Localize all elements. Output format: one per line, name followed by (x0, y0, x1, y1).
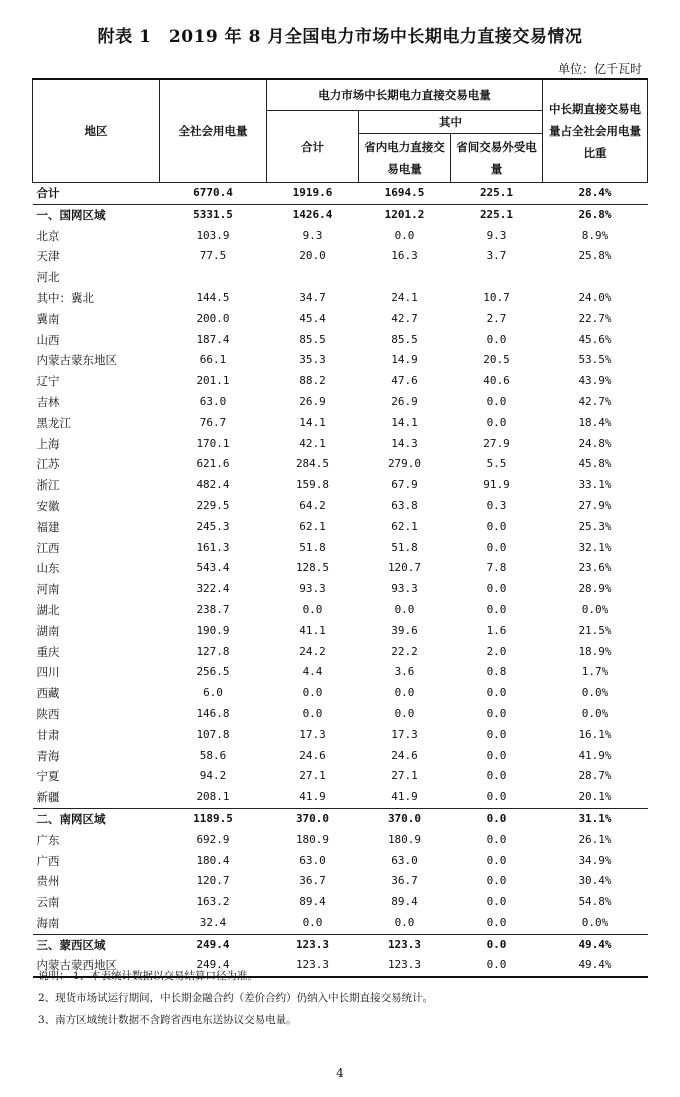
cell-value: 0.3 (486, 498, 507, 512)
cell-value: 22.2 (391, 644, 418, 658)
cell-value: 0.0% (581, 706, 609, 720)
table-row (33, 538, 648, 559)
cell-value: 27.1 (391, 769, 418, 783)
table-row (33, 309, 648, 330)
table-row (33, 746, 648, 767)
cell-value: 9.3 (302, 228, 323, 242)
cell-value: 85.5 (391, 332, 418, 346)
table-row (33, 683, 648, 704)
cell-value: 0.0 (486, 769, 507, 783)
cell-value: 120.7 (387, 561, 422, 575)
cell-value: 54.8% (578, 895, 612, 909)
cell-value: 36.7 (391, 874, 418, 888)
cell-value: 42.7% (578, 394, 612, 408)
table-body (33, 183, 648, 978)
cell-value: 10.7 (483, 290, 510, 304)
cell-value: 63.0 (199, 394, 227, 408)
table-row (33, 579, 648, 600)
cell-value: 0.0 (486, 832, 507, 846)
cell-value: 0.0% (581, 686, 609, 700)
cell-value: 0.8 (486, 665, 507, 679)
cell-value: 4.4 (302, 665, 323, 679)
cell-value: 256.5 (196, 665, 230, 679)
cell-value: 21.5% (578, 623, 612, 637)
region-name: 陕西 (36, 706, 60, 721)
cell-value: 1694.5 (359, 183, 451, 205)
cell-value: 229.5 (196, 498, 230, 512)
region-name: 河北 (36, 270, 60, 285)
cell-value: 180.9 (387, 832, 422, 846)
cell-value: 42.7 (391, 311, 418, 325)
cell-value: 63.0 (391, 853, 418, 867)
cell-value: 14.1 (299, 415, 326, 429)
cell-value: 26.9 (391, 394, 418, 408)
cell-value: 24.1 (391, 290, 418, 304)
cell-value: 482.4 (196, 478, 230, 492)
cell-value: 33.1% (578, 478, 612, 492)
note-line: 2、现货市场试运行期间，中长期金融合约（差价合约）仍纳入中长期直接交易统计。 (38, 992, 434, 1004)
table-row (33, 725, 648, 746)
cell-value: 0.0 (486, 874, 507, 888)
cell-value: 27.9% (578, 498, 612, 512)
table-row (33, 704, 648, 725)
region-name: 福建 (36, 519, 60, 534)
cell-value: 692.9 (196, 832, 230, 846)
cell-value: 45.6% (578, 332, 612, 346)
electricity-trading-table (32, 78, 648, 978)
cell-value: 128.5 (295, 561, 330, 575)
cell-value: 0.0% (581, 915, 609, 929)
cell-value: 0.0 (302, 686, 323, 700)
cell-value: 27.9 (483, 436, 510, 450)
cell-value: 249.4 (160, 934, 267, 955)
cell-value: 0.0 (486, 706, 507, 720)
cell-value: 0.0 (486, 540, 507, 554)
region-name: 吉林 (36, 394, 60, 409)
cell-value: 93.3 (299, 582, 326, 596)
cell-value: 14.1 (391, 415, 418, 429)
header-region: 地区 (33, 79, 160, 183)
cell-value: 6770.4 (160, 183, 267, 205)
cell-value: 0.0 (486, 332, 507, 346)
cell-value: 0.0 (451, 934, 543, 955)
cell-value: 18.4% (578, 415, 612, 429)
cell-value: 41.9 (299, 790, 326, 804)
region-name: 重庆 (36, 644, 60, 659)
cell-value: 107.8 (196, 727, 230, 741)
table-row (33, 642, 648, 663)
cell-value: 543.4 (196, 561, 230, 575)
region-name: 河南 (36, 582, 60, 597)
cell-value: 26.8% (543, 204, 648, 225)
cell-value: 370.0 (359, 808, 451, 829)
cell-value: 76.7 (199, 415, 227, 429)
cell-value: 5331.5 (160, 204, 267, 225)
cell-value: 16.1% (578, 727, 612, 741)
cell-value: 249.4 (160, 955, 267, 977)
cell-value: 0.0 (486, 895, 507, 909)
cell-value: 24.6 (299, 748, 326, 762)
cell-value: 26.9 (299, 394, 326, 408)
cell-value (160, 267, 267, 288)
cell-value: 0.0 (451, 808, 543, 829)
table-row (33, 600, 648, 621)
unit-label: 单位：亿千瓦时 (557, 62, 642, 76)
table-row (33, 204, 648, 225)
cell-value: 322.4 (196, 582, 230, 596)
cell-value: 0.0 (302, 602, 323, 616)
cell-value: 284.5 (295, 457, 330, 471)
cell-value: 20.1% (578, 790, 612, 804)
cell-value: 18.9% (578, 644, 612, 658)
cell-value: 201.1 (196, 374, 230, 388)
cell-value: 1.6 (486, 623, 507, 637)
cell-value (267, 267, 359, 288)
cell-value: 0.0 (486, 602, 507, 616)
cell-value: 0.0 (486, 582, 507, 596)
cell-value: 0.0 (394, 228, 415, 242)
cell-value: 62.1 (299, 519, 326, 533)
region-name: 冀南 (36, 311, 60, 326)
cell-value: 123.3 (267, 955, 359, 977)
cell-value: 51.8 (299, 540, 326, 554)
table-row (33, 475, 648, 496)
cell-value: 24.6 (391, 748, 418, 762)
cell-value: 24.0% (578, 290, 612, 304)
table-row (33, 330, 648, 351)
cell-value: 0.0 (486, 853, 507, 867)
region-name: 四川 (36, 665, 60, 680)
cell-value: 127.8 (196, 644, 230, 658)
cell-value: 187.4 (196, 332, 230, 346)
cell-value: 146.8 (196, 706, 230, 720)
header-intra: 省内电力直接交易电量 (359, 134, 451, 183)
cell-value: 16.3 (391, 249, 418, 263)
cell-value: 17.3 (391, 727, 418, 741)
cell-value: 85.5 (299, 332, 326, 346)
table-row (33, 434, 648, 455)
cell-value: 67.9 (391, 478, 418, 492)
region-name: 安徽 (36, 498, 60, 513)
table-row (33, 371, 648, 392)
cell-value: 28.4% (543, 183, 648, 205)
region-name: 山西 (36, 332, 60, 347)
cell-value: 66.1 (199, 353, 227, 367)
cell-value: 1201.2 (359, 204, 451, 225)
region-name: 上海 (36, 436, 60, 451)
cell-value: 0.0 (486, 394, 507, 408)
cell-value: 2.0 (486, 644, 507, 658)
cell-value: 58.6 (199, 748, 227, 762)
cell-value: 225.1 (451, 204, 543, 225)
header-group: 电力市场中长期电力直接交易电量 (267, 79, 543, 111)
cell-value: 1189.5 (160, 808, 267, 829)
cell-value: 88.2 (299, 374, 326, 388)
region-name: 海南 (36, 915, 60, 930)
header-total-use: 全社会用电量 (160, 79, 267, 183)
region-name: 江西 (36, 540, 60, 555)
cell-value: 0.0 (486, 727, 507, 741)
cell-value: 53.5% (578, 353, 612, 367)
cell-value: 123.3 (267, 934, 359, 955)
cell-value: 47.6 (391, 374, 418, 388)
table-title: 附表 1 2019 年 8 月全国电力市场中长期电力直接交易情况 (97, 27, 583, 47)
cell-value: 1919.6 (267, 183, 359, 205)
cell-value: 49.4% (543, 955, 648, 977)
cell-value: 63.0 (299, 853, 326, 867)
cell-value: 24.8% (578, 436, 612, 450)
cell-value: 14.9 (391, 353, 418, 367)
table-row (33, 892, 648, 913)
cell-value: 0.0 (486, 915, 507, 929)
cell-value: 180.9 (295, 832, 330, 846)
cell-value (359, 267, 451, 288)
cell-value: 43.9% (578, 374, 612, 388)
region-name: 西藏 (36, 686, 60, 701)
cell-value: 32.1% (578, 540, 612, 554)
region-name: 新疆 (36, 790, 60, 805)
cell-value: 170.1 (196, 436, 230, 450)
cell-value: 0.0% (581, 602, 609, 616)
cell-value: 41.9 (391, 790, 418, 804)
cell-value: 63.8 (391, 498, 418, 512)
cell-value: 94.2 (199, 769, 227, 783)
cell-value: 28.7% (578, 769, 612, 783)
region-name: 广西 (36, 853, 60, 868)
cell-value: 103.9 (196, 228, 230, 242)
table-row (33, 766, 648, 787)
region-name: 甘肃 (36, 727, 60, 742)
cell-value: 0.0 (451, 955, 543, 977)
cell-value: 31.1% (543, 808, 648, 829)
cell-value: 0.0 (302, 706, 323, 720)
region-name: 湖北 (36, 602, 60, 617)
cell-value: 89.4 (391, 895, 418, 909)
cell-value: 40.6 (483, 374, 510, 388)
cell-value: 208.1 (196, 790, 230, 804)
cell-value: 0.0 (394, 706, 415, 720)
region-name: 江苏 (36, 457, 60, 472)
cell-value: 123.3 (359, 955, 451, 977)
cell-value: 20.0 (299, 249, 326, 263)
region-name: 宁夏 (36, 769, 60, 784)
region-name: 广东 (36, 832, 60, 847)
table-row (33, 288, 648, 309)
cell-value: 1.7% (581, 665, 609, 679)
table-row (33, 496, 648, 517)
cell-value: 89.4 (299, 895, 326, 909)
cell-value: 8.9% (581, 228, 609, 242)
cell-value: 0.0 (394, 686, 415, 700)
region-name: 北京 (36, 228, 60, 243)
cell-value (451, 267, 543, 288)
cell-value: 42.1 (299, 436, 326, 450)
table-row (33, 871, 648, 892)
cell-value: 27.1 (299, 769, 326, 783)
cell-value: 34.7 (299, 290, 326, 304)
table-row (33, 517, 648, 538)
cell-value: 23.6% (578, 561, 612, 575)
cell-value: 41.1 (299, 623, 326, 637)
header-inter: 省间交易外受电量 (451, 134, 543, 183)
cell-value: 180.4 (196, 853, 230, 867)
cell-value: 93.3 (391, 582, 418, 596)
table-row (33, 226, 648, 247)
region-name: 辽宁 (36, 374, 60, 389)
cell-value: 2.7 (486, 311, 507, 325)
header-of-which: 其中 (359, 111, 543, 134)
header-subtotal: 合计 (267, 111, 359, 183)
cell-value: 32.4 (199, 915, 227, 929)
region-name: 一、国网区域 (33, 204, 160, 225)
cell-value: 245.3 (196, 519, 230, 533)
cell-value: 77.5 (199, 249, 227, 263)
region-name: 湖南 (36, 623, 60, 638)
region-name: 山东 (36, 561, 60, 576)
cell-value (543, 267, 648, 288)
table-row (33, 413, 648, 434)
region-name: 二、南网区域 (33, 808, 160, 829)
cell-value: 91.9 (483, 478, 510, 492)
cell-value: 49.4% (543, 934, 648, 955)
cell-value: 36.7 (299, 874, 326, 888)
table-row (33, 808, 648, 829)
region-name: 云南 (36, 895, 60, 910)
table-row (33, 558, 648, 579)
table-row (33, 350, 648, 371)
cell-value: 120.7 (196, 874, 230, 888)
cell-value: 0.0 (486, 790, 507, 804)
page-number: 4 (336, 1066, 344, 1080)
cell-value: 279.0 (387, 457, 422, 471)
table-row (33, 913, 648, 934)
header-ratio: 中长期直接交易电量占全社会用电量比重 (543, 79, 648, 183)
region-name: 贵州 (36, 874, 60, 889)
region-name: 合计 (33, 183, 160, 205)
cell-value: 35.3 (299, 353, 326, 367)
cell-value: 6.0 (203, 686, 223, 700)
cell-value: 144.5 (196, 290, 230, 304)
table-row (33, 392, 648, 413)
cell-value: 51.8 (391, 540, 418, 554)
table-row (33, 454, 648, 475)
table-row (33, 787, 648, 808)
cell-value: 163.2 (196, 895, 230, 909)
cell-value: 238.7 (196, 602, 230, 616)
cell-value: 45.8% (578, 457, 612, 471)
cell-value: 5.5 (486, 457, 507, 471)
cell-value: 62.1 (391, 519, 418, 533)
cell-value: 0.0 (486, 748, 507, 762)
cell-value: 30.4% (578, 874, 612, 888)
region-name: 内蒙古蒙西地区 (33, 955, 160, 977)
region-name: 其中：冀北 (36, 290, 94, 305)
region-name: 黑龙江 (36, 415, 71, 430)
cell-value: 161.3 (196, 540, 230, 554)
cell-value: 0.0 (394, 915, 415, 929)
region-name: 三、蒙西区域 (33, 934, 160, 955)
cell-value: 0.0 (486, 415, 507, 429)
note-line: 3、南方区域统计数据不含跨省西电东送协议交易电量。 (38, 1014, 297, 1026)
cell-value: 0.0 (302, 915, 323, 929)
table-row (33, 662, 648, 683)
notes (38, 965, 433, 1031)
cell-value: 24.2 (299, 644, 326, 658)
cell-value: 370.0 (267, 808, 359, 829)
table-row (33, 267, 648, 288)
cell-value: 621.6 (196, 457, 230, 471)
cell-value: 34.9% (578, 853, 612, 867)
cell-value: 26.1% (578, 832, 612, 846)
cell-value: 41.9% (578, 748, 612, 762)
cell-value: 28.9% (578, 582, 612, 596)
cell-value: 17.3 (299, 727, 326, 741)
cell-value: 14.3 (391, 436, 418, 450)
table-row (33, 246, 648, 267)
region-name: 青海 (36, 748, 60, 763)
cell-value: 20.5 (483, 353, 510, 367)
note-line: 说明： 1、本表统计数据以交易结算口径为准。 (38, 970, 259, 982)
region-name: 浙江 (36, 478, 60, 493)
table-row (33, 621, 648, 642)
cell-value: 9.3 (486, 228, 507, 242)
cell-value: 123.3 (359, 934, 451, 955)
region-name: 天津 (36, 249, 60, 264)
cell-value: 39.6 (391, 623, 418, 637)
cell-value: 25.8% (578, 249, 612, 263)
cell-value: 1426.4 (267, 204, 359, 225)
cell-value: 3.6 (394, 665, 415, 679)
cell-value: 45.4 (299, 311, 326, 325)
cell-value: 64.2 (299, 498, 326, 512)
cell-value: 200.0 (196, 311, 230, 325)
cell-value: 3.7 (486, 249, 507, 263)
cell-value: 159.8 (295, 478, 330, 492)
cell-value: 0.0 (394, 602, 415, 616)
cell-value: 7.8 (486, 561, 507, 575)
cell-value: 0.0 (486, 686, 507, 700)
table-row (33, 830, 648, 851)
cell-value: 22.7% (578, 311, 612, 325)
cell-value: 190.9 (196, 623, 230, 637)
cell-value: 0.0 (486, 519, 507, 533)
table-row (33, 851, 648, 872)
cell-value: 225.1 (451, 183, 543, 205)
table-row (33, 934, 648, 955)
region-name: 内蒙古蒙东地区 (36, 353, 117, 368)
cell-value: 25.3% (578, 519, 612, 533)
table-row (33, 183, 648, 205)
